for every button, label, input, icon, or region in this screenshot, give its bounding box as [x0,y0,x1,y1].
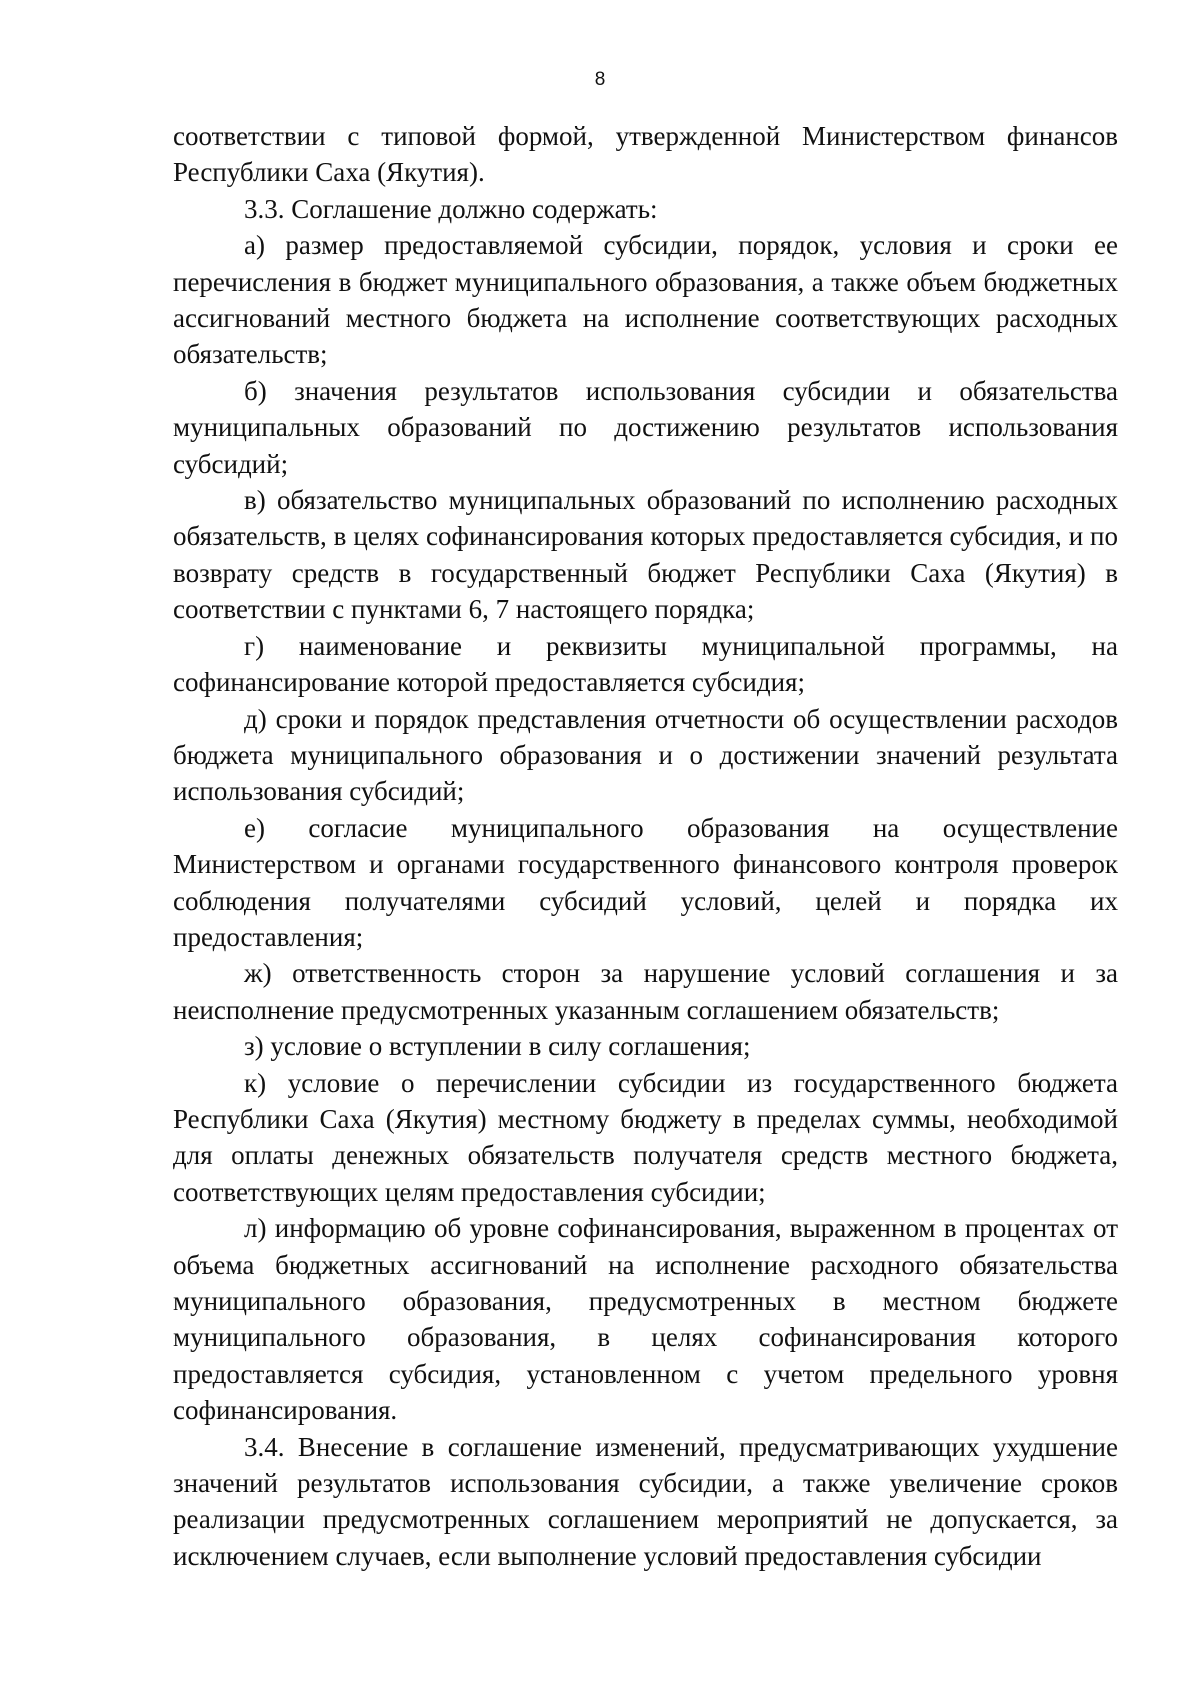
paragraph-item-l: л) информацию об уровне софинансирования, выраженном в процентах от объема бюджетных ассигнований на исполнение расходного обязательства муниципального образования, предусмотренных в местном бюджете муниципального образования, в целях софинансирования которого предоставляется субсидия, установленном с учетом предельного уровня софинансирования. [173,1213,1118,1426]
paragraph-item-v: в) обязательство муниципальных образований по исполнению расходных обязательств, в целях софинансирования которых предоставляется субсидия, и по возврату средств в государственный бюджет Республики Саха (Якутия) в соответствии с пунктами 6, 7 настоящего порядка; [173,485,1118,625]
document-body [173,118,1118,1574]
paragraph-3-3-heading: 3.3. Соглашение должно содержать: [244,193,658,224]
paragraph-item-d: д) сроки и порядок представления отчетности об осуществлении расходов бюджета муниципального образования и о достижении значений результата использования субсидий; [173,703,1118,807]
paragraph-3-4: 3.4. Внесение в соглашение изменений, предусматривающих ухудшение значений результатов использования субсидии, а также увеличение сроков реализации предусмотренных соглашением мероприятий не допускается, за исключением случаев, если выполнение условий предоставления субсидии [173,1431,1118,1571]
paragraph-item-zh: ж) ответственность сторон за нарушение условий соглашения и за неисполнение предусмотренных указанным соглашением обязательств; [173,958,1118,1025]
paragraph-item-a: а) размер предоставляемой субсидии, порядок, условия и сроки ее перечисления в бюджет муниципального образования, а также объем бюджетных ассигнований местного бюджета на исполнение соответствующих расходных обязательств; [173,230,1118,370]
paragraph-item-b: б) значения результатов использования субсидии и обязательства муниципальных образований по достижению результатов использования субсидий; [173,375,1118,479]
paragraph-item-g: г) наименование и реквизиты муниципальной программы, на софинансирование которой предоставляется субсидия; [173,630,1118,698]
paragraph-continuation: соответствии с типовой формой, утвержденной Министерством финансов Республики Саха (Якутия). [173,121,1118,188]
paragraph-item-k: к) условие о перечислении субсидии из государственного бюджета Республики Саха (Якутия) местному бюджету в пределах суммы, необходимой для оплаты денежных обязательств получателя средств местного бюджета, соответствующих целям предоставления субсидии; [173,1067,1118,1207]
paragraph-item-e: е) согласие муниципального образования на осуществление Министерством и органами государственного финансового контроля проверок соблюдения получателями субсидий условий, целей и порядка их предоставления; [173,812,1118,952]
paragraph-item-z: з) условие о вступлении в силу соглашения; [244,1031,751,1062]
page-number: 8 [594,69,606,90]
